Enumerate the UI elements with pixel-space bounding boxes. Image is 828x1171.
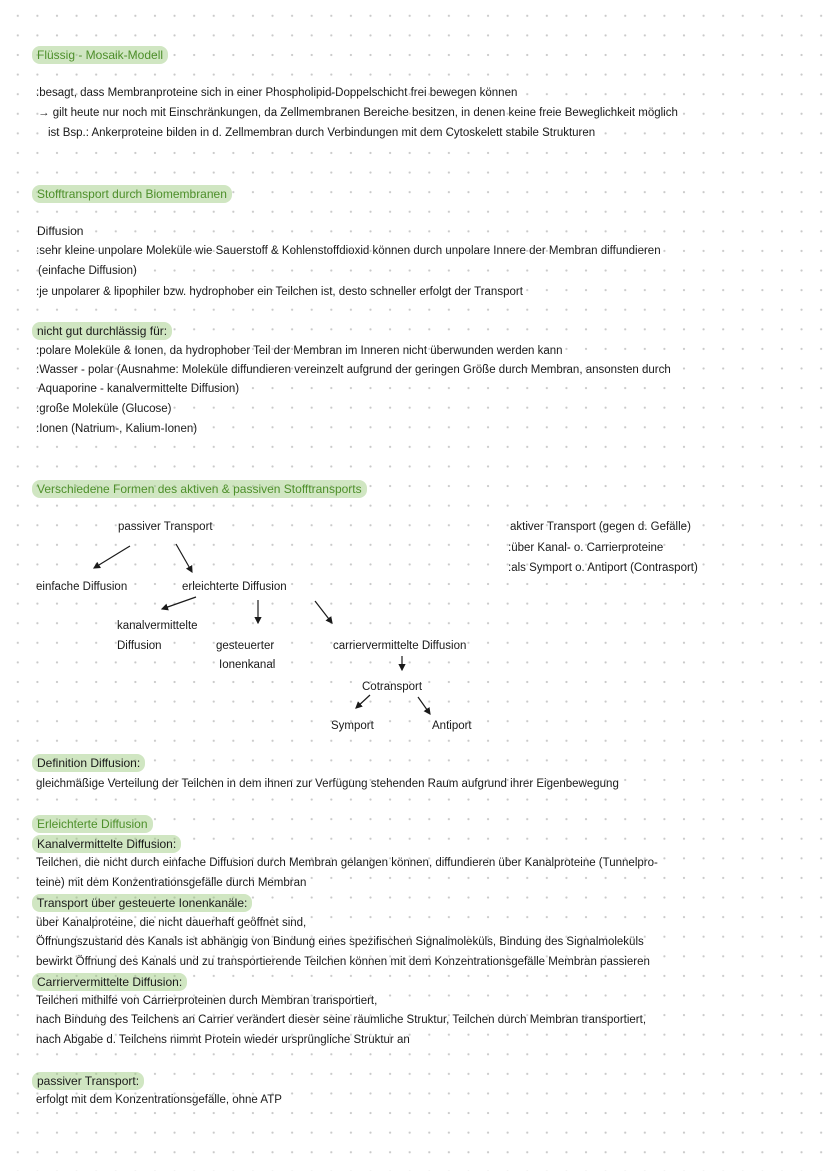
text-line: erfolgt mit dem Konzentrationsgefälle, ohne ATP [36, 1094, 282, 1106]
heading-transport: Stofftransport durch Biomembranen [32, 185, 232, 203]
text-line: :polare Moleküle & Ionen, da hydrophober Teil der Membran im Inneren nicht überwunden werden kann [36, 345, 563, 357]
arrow [315, 601, 332, 623]
text-line: Teilchen mithilfe von Carrierproteinen durch Membran transportiert, [36, 995, 378, 1007]
node-passive-transport: passiver Transport [118, 521, 213, 533]
text-line: nach Bindung des Teilchens an Carrier verändert dieser seine räumliche Struktur, Teilchen durch Membran transportiert, [36, 1014, 647, 1026]
text-line: (einfache Diffusion) [38, 265, 137, 277]
text-line: :je unpolarer & lipophiler bzw. hydrophober ein Teilchen ist, desto schneller erfolgt der Transport [36, 286, 523, 298]
subheading-carrier: Carriervermittelte Diffusion: [32, 973, 187, 991]
arrow [418, 697, 430, 714]
subheading-gated: Transport über gesteuerte Ionenkanäle: [32, 894, 252, 912]
heading-facilitated: Erleichterte Diffusion [32, 815, 153, 833]
text-line: ist Bsp.: Ankerproteine bilden in d. Zellmembran durch Verbindungen mit dem Cytoskelett stabile Strukturen [48, 127, 596, 139]
subheading-channel: Kanalvermittelte Diffusion: [32, 835, 181, 853]
arrow [356, 695, 370, 708]
node-channel-diffusion: kanalvermittelte [117, 620, 198, 632]
node-gated-channel: gesteuerter [216, 640, 275, 652]
text-line: :Wasser - polar (Ausnahme: Moleküle diffundieren vereinzelt aufgrund der geringen Größe durch Membran, ansonsten durch [36, 364, 671, 376]
subheading-passive: passiver Transport: [32, 1072, 144, 1090]
text-line: gleichmäßige Verteilung der Teilchen in dem ihnen zur Verfügung stehenden Raum aufgrund ihrer Eigenbewegung [36, 778, 619, 790]
text-line: über Kanalproteine, die nicht dauerhaft geöffnet sind, [36, 917, 307, 929]
node-cotransport: Cotransport [362, 681, 423, 693]
text-line: :Ionen (Natrium-, Kalium-Ionen) [36, 423, 198, 435]
node-channel-diffusion-2: Diffusion [117, 640, 162, 652]
text-line: :besagt, dass Membranproteine sich in einer Phospholipid-Doppelschicht frei bewegen können [36, 87, 518, 99]
node-carrier-diffusion: carriervermittelte Diffusion [333, 640, 467, 652]
heading-transport-forms: Verschiedene Formen des aktiven & passiven Stofftransports [32, 480, 367, 498]
heading-fluid-mosaic: Flüssig - Mosaik-Modell [32, 46, 168, 64]
text-active-transport: aktiver Transport (gegen d. Gefälle) [510, 521, 691, 533]
text-line: teine) mit dem Konzentrationsgefälle durch Membran [36, 877, 307, 889]
node-symport: Symport [331, 720, 374, 732]
subheading-not-permeable: nicht gut durchlässig für: [32, 322, 172, 340]
text-line: :über Kanal- o. Carrierproteine [508, 542, 664, 554]
arrow [162, 597, 196, 609]
arrow [176, 544, 192, 572]
text-line: :sehr kleine unpolare Moleküle wie Sauerstoff & Kohlenstoffdioxid können durch unpolare Innere der Membran diffundieren [36, 245, 661, 257]
subheading-definition: Definition Diffusion: [32, 754, 145, 772]
text-line: nach Abgabe d. Teilchens nimmt Protein wieder ursprüngliche Struktur an [36, 1034, 410, 1046]
text-line: Teilchen, die nicht durch einfache Diffusion durch Membran gelangen können, diffundieren über Kanalproteine (Tunnelpro- [36, 857, 658, 869]
arrow [94, 546, 130, 568]
text-line: bewirkt Öffnung des Kanals und zu transportierende Teilchen können mit dem Konzentrationsgefälle Membran passieren [36, 956, 650, 968]
subheading-diffusion: Diffusion [37, 224, 84, 238]
text-line: :als Symport o. Antiport (Contrasport) [508, 562, 698, 574]
text-line: Öffnungszustand des Kanals ist abhängig von Bindung eines spezifischen Signalmoleküls, Bindung des Signalmoleküls [36, 936, 644, 948]
node-gated-channel-2: Ionenkanal [219, 659, 276, 671]
node-antiport: Antiport [432, 720, 472, 732]
text-line: :große Moleküle (Glucose) [36, 403, 172, 415]
text-line: → gilt heute nur noch mit Einschränkungen, da Zellmembranen Bereiche besitzen, in denen keine freie Beweglichkeit möglich [38, 107, 678, 119]
node-facilitated-diffusion: erleichterte Diffusion [182, 581, 287, 593]
text-line: Aquaporine - kanalvermittelte Diffusion) [38, 383, 240, 395]
node-simple-diffusion: einfache Diffusion [36, 581, 128, 593]
